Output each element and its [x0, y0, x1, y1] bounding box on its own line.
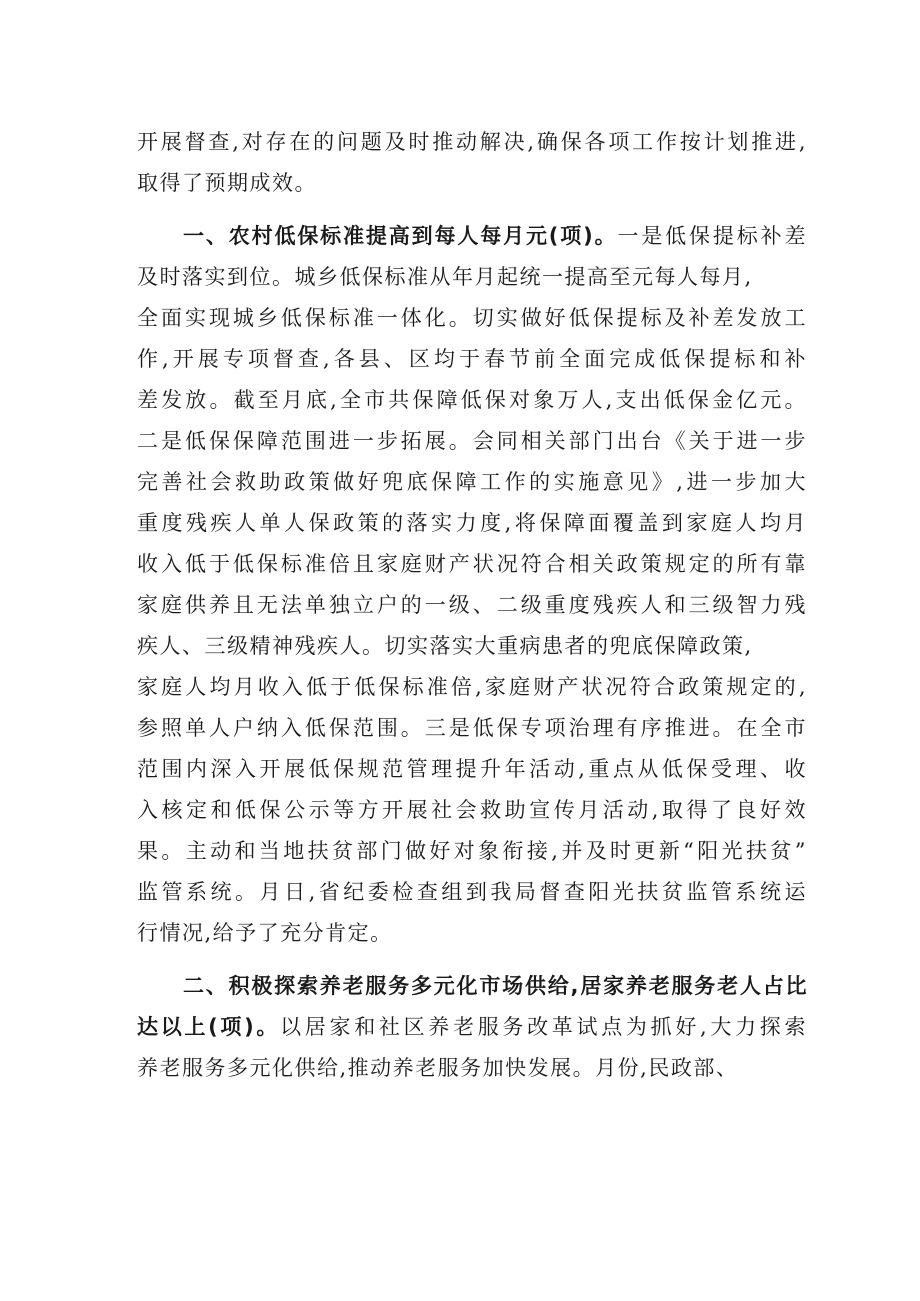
text-line: 收入低于低保标准倍且家庭财产状况符合相关政策规定的所有靠 — [137, 552, 807, 576]
text-line: 作,开展专项督查,各县、区均于春节前全面完成低保提标和补 — [137, 347, 807, 371]
section-2-second-line-text: 以居家和社区养老服务改革试点为抓好,大力探索 — [280, 1015, 807, 1039]
text-line: 重度残疾人单人保政策的落实力度,将保障面覆盖到家庭人均月 — [137, 511, 807, 535]
text-line: 及时落实到位。城乡低保标准从年月起统一提高至元每人每月, — [137, 265, 753, 289]
document-body — [137, 122, 807, 1089]
text-line: 差发放。截至月底,全市共保障低保对象万人,支出低保金亿元。 — [137, 388, 807, 412]
section-2-heading-end: 达以上(项)。 — [137, 1015, 281, 1039]
section-1-first-line — [137, 216, 807, 257]
text-line: 疾人、三级精神残疾人。切实落实大重病患者的兜底保障政策, — [137, 634, 753, 658]
text-line: 入核定和低保公示等方开展社会救助宣传月活动,取得了良好效 — [137, 798, 807, 822]
text-line: 家庭人均月收入低于低保标准倍,家庭财产状况符合政策规定的, — [137, 675, 807, 699]
text-line: 家庭供养且无法单独立户的一级、二级重度残疾人和三级智力残 — [137, 593, 807, 617]
text-line: 养老服务多元化供给,推动养老服务加快发展。月份,民政部、 — [137, 1056, 739, 1080]
text-line: 二是低保保障范围进一步拓展。会同相关部门出台《关于进一步 — [137, 429, 807, 453]
section-1-heading: 一、农村低保标准提高到每人每月元(项)。 — [183, 224, 618, 248]
text-line: 取得了预期成效。 — [137, 171, 317, 195]
section-1-first-line-text: 一是低保提标补差 — [617, 224, 807, 248]
text-line: 范围内深入开展低保规范管理提升年活动,重点从低保受理、收 — [137, 757, 807, 781]
section-2-second-line — [137, 1007, 807, 1048]
text-line: 监管系统。月日,省纪委检查组到我局督查阳光扶贫监管系统运 — [137, 880, 807, 904]
paragraph-gap — [137, 954, 807, 966]
text-line: 果。主动和当地扶贫部门做好对象衔接,并及时更新“阳光扶贫” — [137, 839, 807, 863]
paragraph-gap — [137, 204, 807, 216]
text-line: 完善社会救助政策做好兜底保障工作的实施意见》,进一步加大 — [137, 470, 807, 494]
paragraph-section-1 — [137, 216, 807, 954]
text-line: 全面实现城乡低保标准一体化。切实做好低保提标及补差发放工 — [137, 306, 807, 330]
paragraph-intro — [137, 122, 807, 204]
text-line: 参照单人户纳入低保范围。三是低保专项治理有序推进。在全市 — [137, 716, 807, 740]
text-line: 开展督查,对存在的问题及时推动解决,确保各项工作按计划推进, — [137, 130, 807, 154]
section-2-heading-line: 二、积极探索养老服务多元化市场供给,居家养老服务老人占比 — [183, 974, 807, 998]
paragraph-section-2 — [137, 966, 807, 1089]
text-line: 行情况,给予了充分肯定。 — [137, 921, 393, 945]
